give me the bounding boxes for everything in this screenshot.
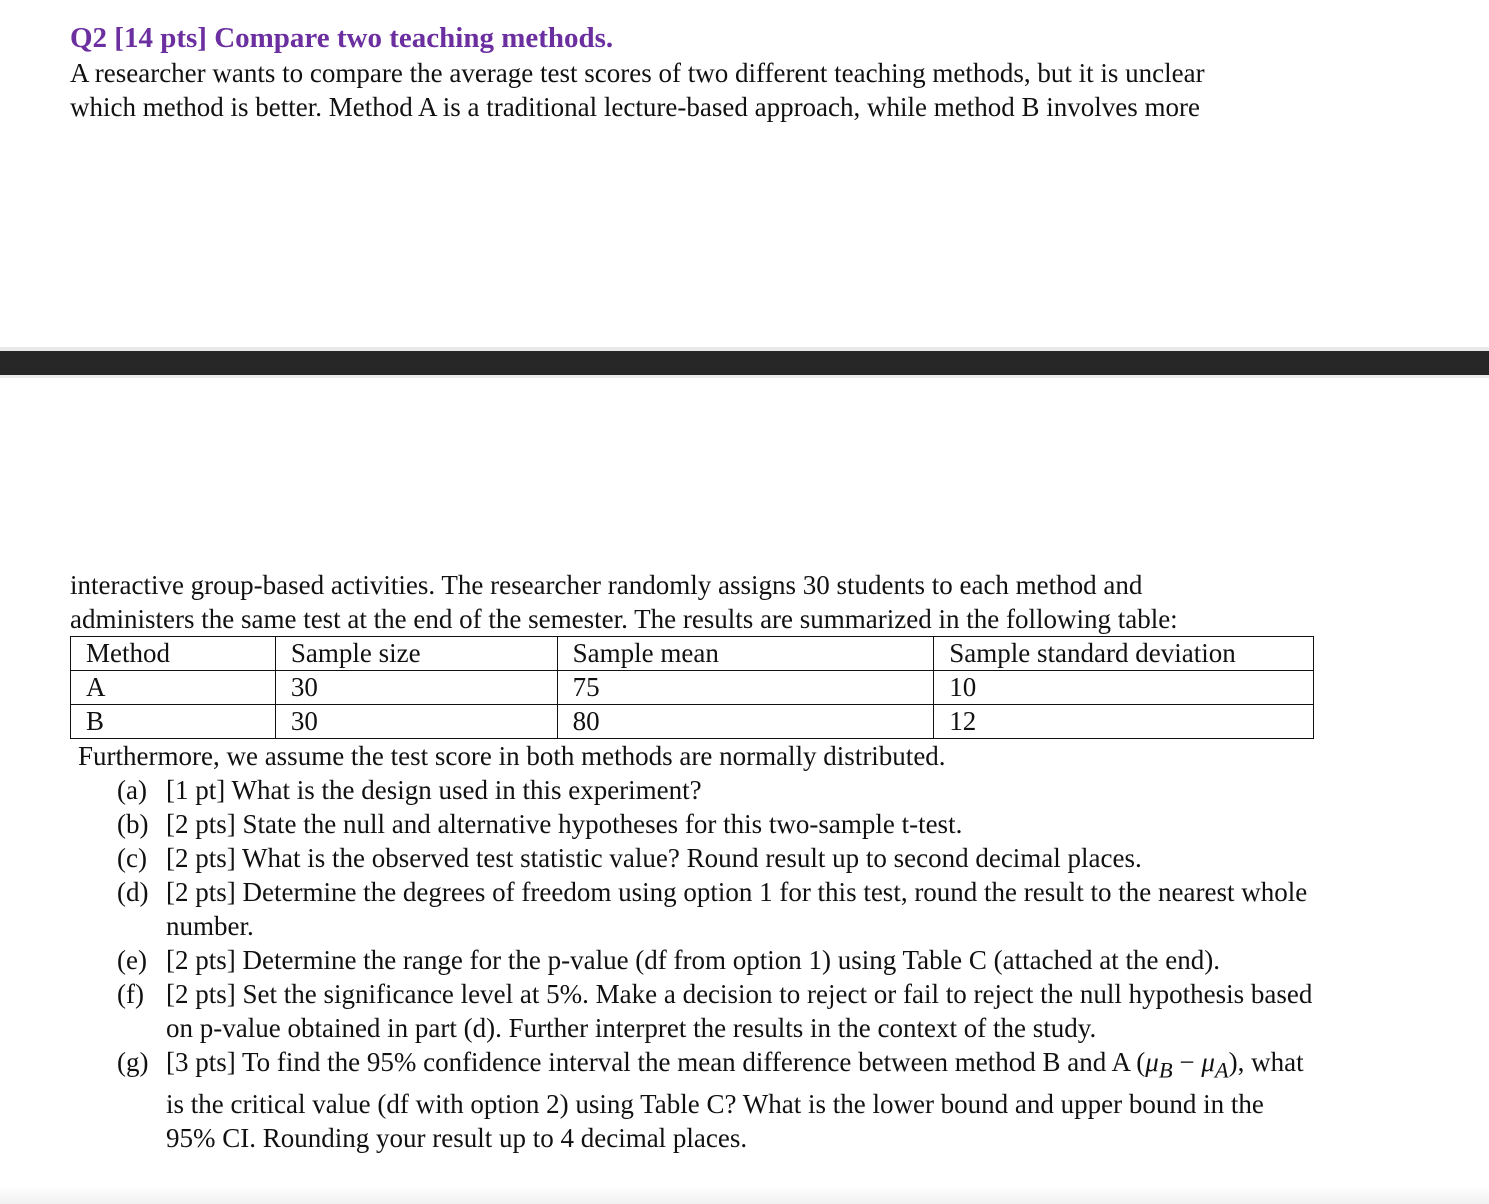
list-item bbox=[70, 841, 1316, 875]
cell-sample-size: 30 bbox=[275, 705, 557, 739]
header-sample-mean: Sample mean bbox=[557, 637, 934, 671]
list-item bbox=[70, 1045, 1316, 1155]
header-sample-size: Sample size bbox=[275, 637, 557, 671]
results-table bbox=[70, 636, 1314, 739]
question-title: Q2 [14 pts] Compare two teaching methods. bbox=[70, 22, 614, 54]
list-item bbox=[70, 875, 1316, 943]
cell-sample-sd: 10 bbox=[934, 671, 1314, 705]
part-text: [2 pts] What is the observed test statistic value? Round result up to second decimal places. bbox=[166, 843, 1142, 873]
continuation-line-1: interactive group-based activities. The researcher randomly assigns 30 students to each method and bbox=[70, 570, 1143, 600]
part-label: (c) bbox=[117, 843, 147, 873]
question-parts-list bbox=[70, 773, 1370, 1155]
cell-method: A bbox=[71, 671, 276, 705]
page-break-bar bbox=[0, 351, 1489, 375]
list-item bbox=[70, 943, 1316, 977]
question-bottom-section bbox=[70, 568, 1370, 1155]
table-header-row bbox=[71, 637, 1314, 671]
minus-sign: − bbox=[1172, 1047, 1202, 1077]
page-break-shadow-bottom bbox=[0, 375, 1489, 378]
table-row bbox=[71, 705, 1314, 739]
list-item bbox=[70, 977, 1316, 1045]
part-label: (b) bbox=[117, 809, 149, 839]
part-label: (f) bbox=[117, 979, 144, 1009]
cell-sample-mean: 75 bbox=[557, 671, 934, 705]
table-row bbox=[71, 671, 1314, 705]
list-item bbox=[70, 773, 1316, 807]
part-text-before: [3 pts] To find the 95% confidence interval the mean difference between method B and A ( bbox=[166, 1047, 1146, 1077]
header-method: Method bbox=[71, 637, 276, 671]
intro-line-2: which method is better. Method A is a traditional lecture-based approach, while method B involves more bbox=[70, 92, 1200, 122]
subscript-b: B bbox=[1158, 1057, 1173, 1083]
subscript-a: A bbox=[1214, 1057, 1229, 1083]
part-text: [2 pts] State the null and alternative hypotheses for this two-sample t-test. bbox=[166, 809, 963, 839]
cell-sample-sd: 12 bbox=[934, 705, 1314, 739]
continuation-line-2: administers the same test at the end of the semester. The results are summarized in the following table: bbox=[70, 604, 1178, 634]
cell-method: B bbox=[71, 705, 276, 739]
part-label: (d) bbox=[117, 877, 149, 907]
intro-line-1: A researcher wants to compare the average test scores of two different teaching methods, but it is unclear bbox=[70, 58, 1205, 88]
part-text: [2 pts] Determine the range for the p-value (df from option 1) using Table C (attached at the end). bbox=[166, 945, 1221, 975]
part-label: (e) bbox=[117, 945, 147, 975]
list-item bbox=[70, 807, 1316, 841]
part-text: [2 pts] Set the significance level at 5%. Make a decision to reject or fail to reject the null hypothesis based on p-value obtained in part (d). Further interpret the results in the context of the study. bbox=[166, 979, 1313, 1043]
cell-sample-size: 30 bbox=[275, 671, 557, 705]
part-text: [2 pts] Determine the degrees of freedom using option 1 for this test, round the result to the nearest whole number. bbox=[166, 877, 1308, 941]
part-label: (g) bbox=[117, 1047, 149, 1077]
part-text-after: ), what is the critical value (df with option 2) using Table C? What is the lower bound and upper bound in the 95% CI. Rounding your result up to 4 decimal places. bbox=[166, 1047, 1304, 1154]
normality-assumption: Furthermore, we assume the test score in both methods are normally distributed. bbox=[78, 741, 946, 771]
part-label: (a) bbox=[117, 775, 147, 805]
mu-symbol-a: μ bbox=[1201, 1047, 1215, 1077]
mu-symbol-b: μ bbox=[1145, 1047, 1159, 1077]
header-sample-sd: Sample standard deviation bbox=[934, 637, 1314, 671]
question-top-section bbox=[70, 20, 1330, 124]
page-bottom-shade bbox=[0, 1186, 1489, 1204]
part-text: [1 pt] What is the design used in this experiment? bbox=[166, 775, 702, 805]
cell-sample-mean: 80 bbox=[557, 705, 934, 739]
